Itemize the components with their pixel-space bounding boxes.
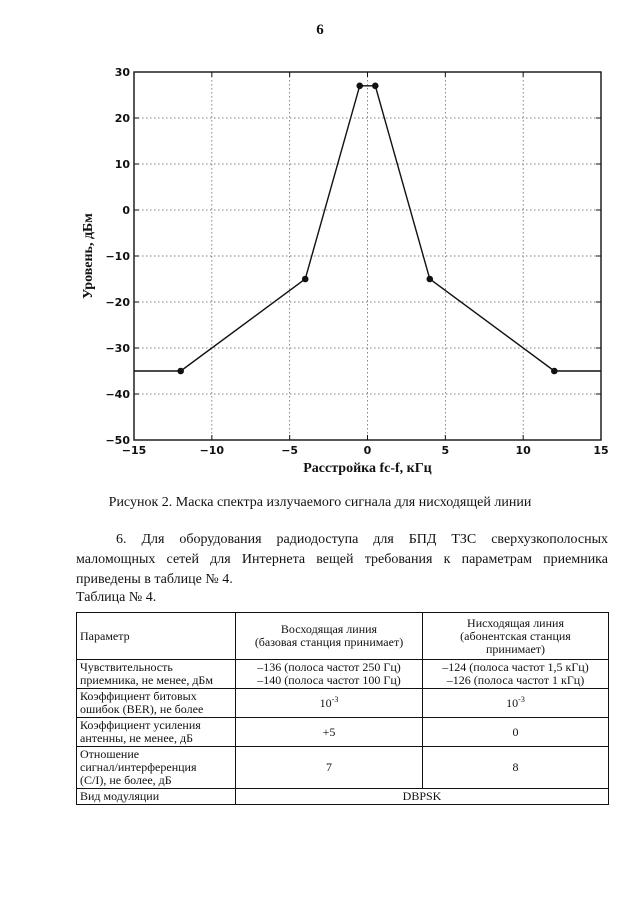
- mask-point: [426, 276, 433, 283]
- table-header-row: [77, 613, 609, 660]
- downlink-sinr: 8: [423, 747, 609, 789]
- y-tick-label: 0: [122, 204, 130, 217]
- y-tick-label: −30: [105, 342, 130, 355]
- table-row-sensitivity: [77, 660, 609, 689]
- spectrum-mask-chart: [70, 58, 620, 483]
- mask-point: [551, 368, 558, 375]
- downlink-gain: 0: [423, 718, 609, 747]
- y-tick-label: −10: [105, 250, 130, 263]
- uplink-sensitivity: –136 (полоса частот 250 Гц) –140 (полоса частот 100 Гц): [236, 660, 423, 689]
- receiver-requirements-table: [76, 612, 609, 805]
- param-ber: Коэффициент битовых ошибок (BER), не более: [77, 689, 236, 718]
- x-tick-label: 5: [441, 444, 450, 457]
- downlink-ber: $10^{-3}$: [423, 689, 609, 718]
- x-tick-label: −15: [121, 444, 147, 457]
- uplink-ber: $10^{-3}$: [236, 689, 423, 718]
- page-number: 6: [316, 22, 324, 38]
- header-uplink: Восходящая линия (базовая станция принимает): [236, 613, 423, 660]
- table-row-modulation: [77, 789, 609, 805]
- table-row-ber: [77, 689, 609, 718]
- x-tick-label: 0: [363, 444, 372, 457]
- table-row-gain: [77, 718, 609, 747]
- y-tick-label: −50: [105, 434, 130, 447]
- x-tick-label: −10: [199, 444, 225, 457]
- table-row-sinr: [77, 747, 609, 789]
- modulation-value: DBPSK: [236, 789, 609, 805]
- y-tick-label: −20: [105, 296, 130, 309]
- body-paragraph: 6. Для оборудования радиодоступа для БПД ТЗС сверхузкополосных маломощных сетей для Интернета вещей требования к параметрам приемника приведены в таблице № 4.: [76, 532, 608, 587]
- param-sinr: Отношение сигнал/интерференция (С/I), не более, дБ: [77, 747, 236, 789]
- param-gain: Коэффициент усиления антенны, не менее, дБ: [77, 718, 236, 747]
- mask-point: [177, 368, 184, 375]
- y-tick-label: 10: [114, 158, 130, 171]
- x-tick-label: 10: [515, 444, 531, 457]
- header-downlink: Нисходящая линия (абонентская станция принимает): [423, 613, 609, 660]
- y-tick-label: −40: [105, 388, 130, 401]
- param-sensitivity: Чувствительность приемника, не менее, дБм: [77, 660, 236, 689]
- mask-point: [356, 83, 363, 90]
- header-param: Параметр: [77, 613, 236, 660]
- param-modulation: Вид модуляции: [77, 789, 236, 805]
- figure-caption: Рисунок 2. Маска спектра излучаемого сигнала для нисходящей линии: [108, 495, 532, 510]
- y-axis-label: Уровень, дБм: [81, 213, 96, 299]
- y-tick-label: 20: [114, 112, 130, 125]
- x-axis-label: Расстройка fc-f, кГц: [303, 461, 432, 476]
- y-tick-label: 30: [114, 66, 130, 79]
- uplink-sinr: 7: [236, 747, 423, 789]
- uplink-gain: +5: [236, 718, 423, 747]
- table-label: Таблица № 4.: [76, 590, 157, 605]
- downlink-sensitivity: –124 (полоса частот 1,5 кГц) –126 (полоса частот 1 кГц): [423, 660, 609, 689]
- x-tick-label: −5: [281, 444, 299, 457]
- mask-point: [372, 83, 379, 90]
- x-tick-label: 15: [593, 444, 609, 457]
- mask-point: [302, 276, 309, 283]
